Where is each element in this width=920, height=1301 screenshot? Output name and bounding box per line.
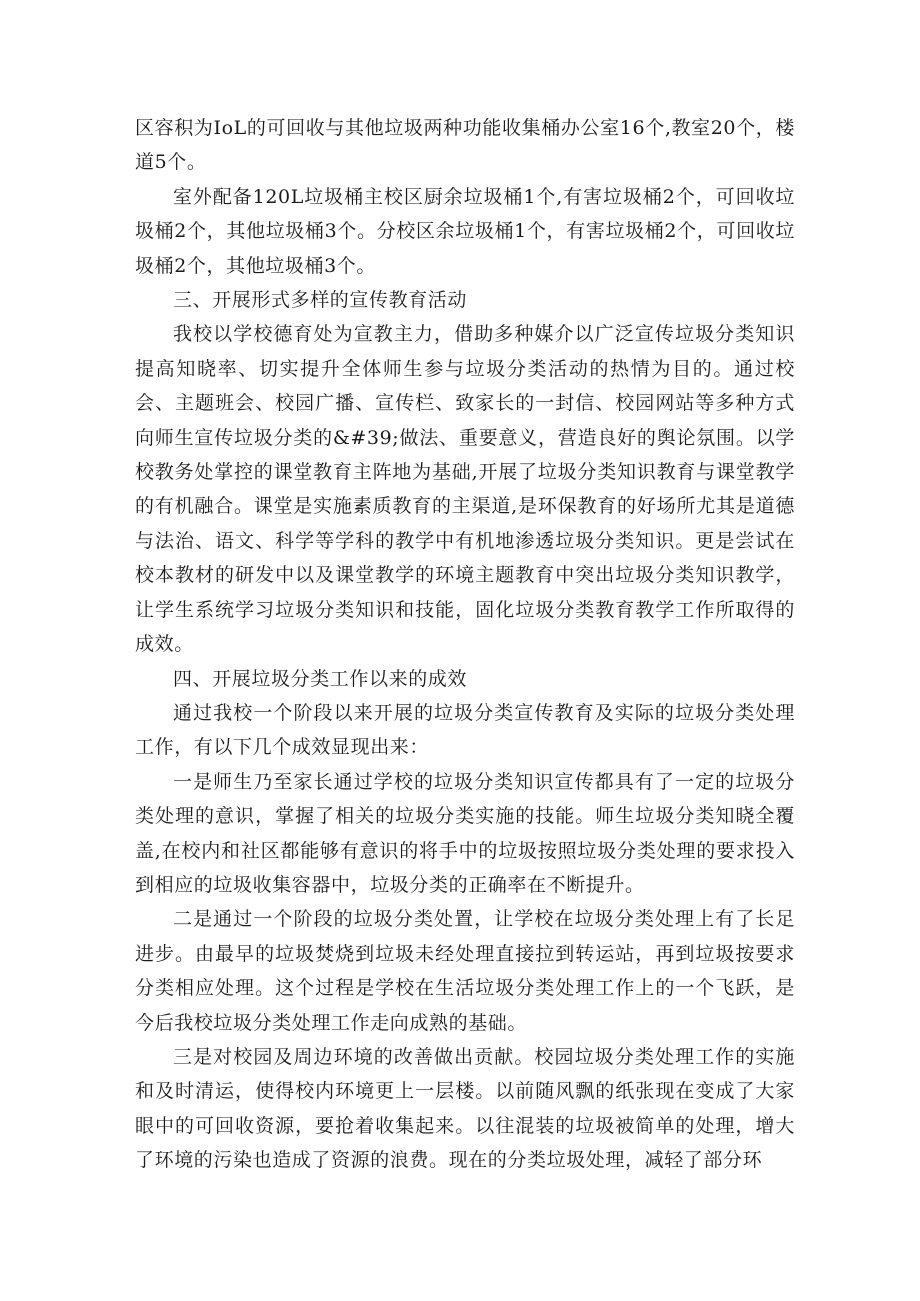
paragraph-results-intro: 通过我校一个阶段以来开展的垃圾分类宣传教育及实际的垃圾分类处理工作，有以下几个成效显现出来：: [135, 701, 795, 759]
paragraph-result-three: 三是对校园及周边环境的改善做出贡献。校园垃圾分类处理工作的实施和及时清运，使得校内环境更上一层楼。以前随风飘的纸张现在变成了大家眼中的可回收资源，要抢着收集起来。以往混装的垃圾被简单的处理，增大了环境的污染也造成了资源的浪费。现在的分类垃圾处理，减轻了部分环: [135, 1045, 795, 1172]
paragraph-indoor-bins-continued: 区容积为IoL的可回收与其他垃圾两种功能收集桶办公室16个,教室20个，楼道5个。: [135, 117, 795, 174]
paragraph-outdoor-bins: 室外配备120L垃圾桶主校区厨余垃圾桶1个,有害垃圾桶2个，可回收垃圾桶2个，其他垃圾桶3个。分校区余垃圾桶1个，有害垃圾桶2个，可回收垃圾桶2个，其他垃圾桶3个。: [135, 185, 795, 277]
section-heading-4: 四、开展垃圾分类工作以来的成效: [173, 667, 468, 690]
paragraph-publicity-education: 我校以学校德育处为宣教主力，借助多种媒介以广泛宣传垃圾分类知识提高知晓率、切实提升全体师生参与垃圾分类活动的热情为目的。通过校会、主题班会、校园广播、宣传栏、致家长的一封信、校园网站等多种方式向师生宣传垃圾分类的&#39;做法、重要意义，营造良好的舆论氛围。以学校教务处掌控的课堂教育主阵地为基础,开展了垃圾分类知识教育与课堂教学的有机融合。课堂是实施素质教育的主渠道,是环保教育的好场所尤其是道德与法治、语文、科学等学科的教学中有机地渗透垃圾分类知识。更是尝试在校本教材的研发中以及课堂教学的环境主题教育中突出垃圾分类知识教学，让学生系统学习垃圾分类知识和技能，固化垃圾分类教育教学工作所取得的成效。: [135, 323, 795, 656]
section-heading-3: 三、开展形式多样的宣传教育活动: [173, 289, 468, 312]
paragraph-result-two: 二是通过一个阶段的垃圾分类处置，让学校在垃圾分类处理上有了长足进步。由最早的垃圾焚烧到垃圾未经处理直接拉到转运站，再到垃圾按要求分类相应处理。这个过程是学校在生活垃圾分类处理工作上的一个飞跃，是今后我校垃圾分类处理工作走向成熟的基础。: [135, 908, 795, 1034]
document-body: [135, 111, 795, 1178]
paragraph-result-one: 一是师生乃至家长通过学校的垃圾分类知识宣传都具有了一定的垃圾分类处理的意识，掌握了相关的垃圾分类实施的技能。师生垃圾分类知晓全覆盖,在校内和社区都能够有意识的将手中的垃圾按照垃圾分类处理的要求投入到相应的垃圾收集容器中，垃圾分类的正确率在不断提升。: [135, 770, 795, 896]
